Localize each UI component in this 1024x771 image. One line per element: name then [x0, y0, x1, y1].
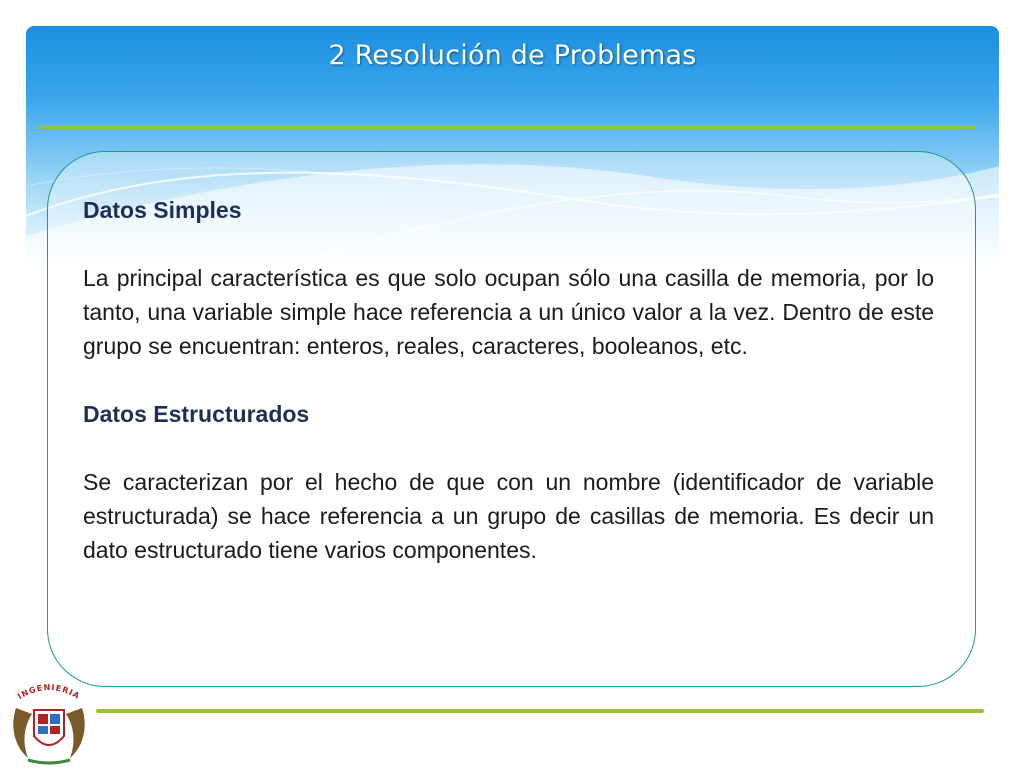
- section-body-structured: Se caracterizan por el hecho de que con un nombre (identificador de variable estructurada) se hace referencia a un grupo de casillas de memoria. Es decir un dato estructurado tiene varios componentes.: [83, 469, 934, 563]
- section-heading-simple: Datos Simples: [83, 197, 242, 223]
- divider-top: [38, 126, 975, 129]
- section-body-simple: La principal característica es que solo ocupan sólo una casilla de memoria, por lo tanto, una variable simple hace referencia a un único valor a la vez. Dentro de este grupo se encuentran: enteros, reales, caracteres, booleanos, etc.: [83, 265, 934, 359]
- slide-title: 2 Resolución de Problemas: [328, 40, 697, 71]
- divider-bottom: [96, 709, 984, 713]
- faculty-crest-icon: [8, 676, 90, 766]
- logo-text: INGENIERIA: [16, 682, 82, 702]
- svg-text:INGENIERIA: [16, 683, 82, 701]
- section-heading-structured: Datos Estructurados: [83, 401, 310, 427]
- content-text: [83, 193, 934, 567]
